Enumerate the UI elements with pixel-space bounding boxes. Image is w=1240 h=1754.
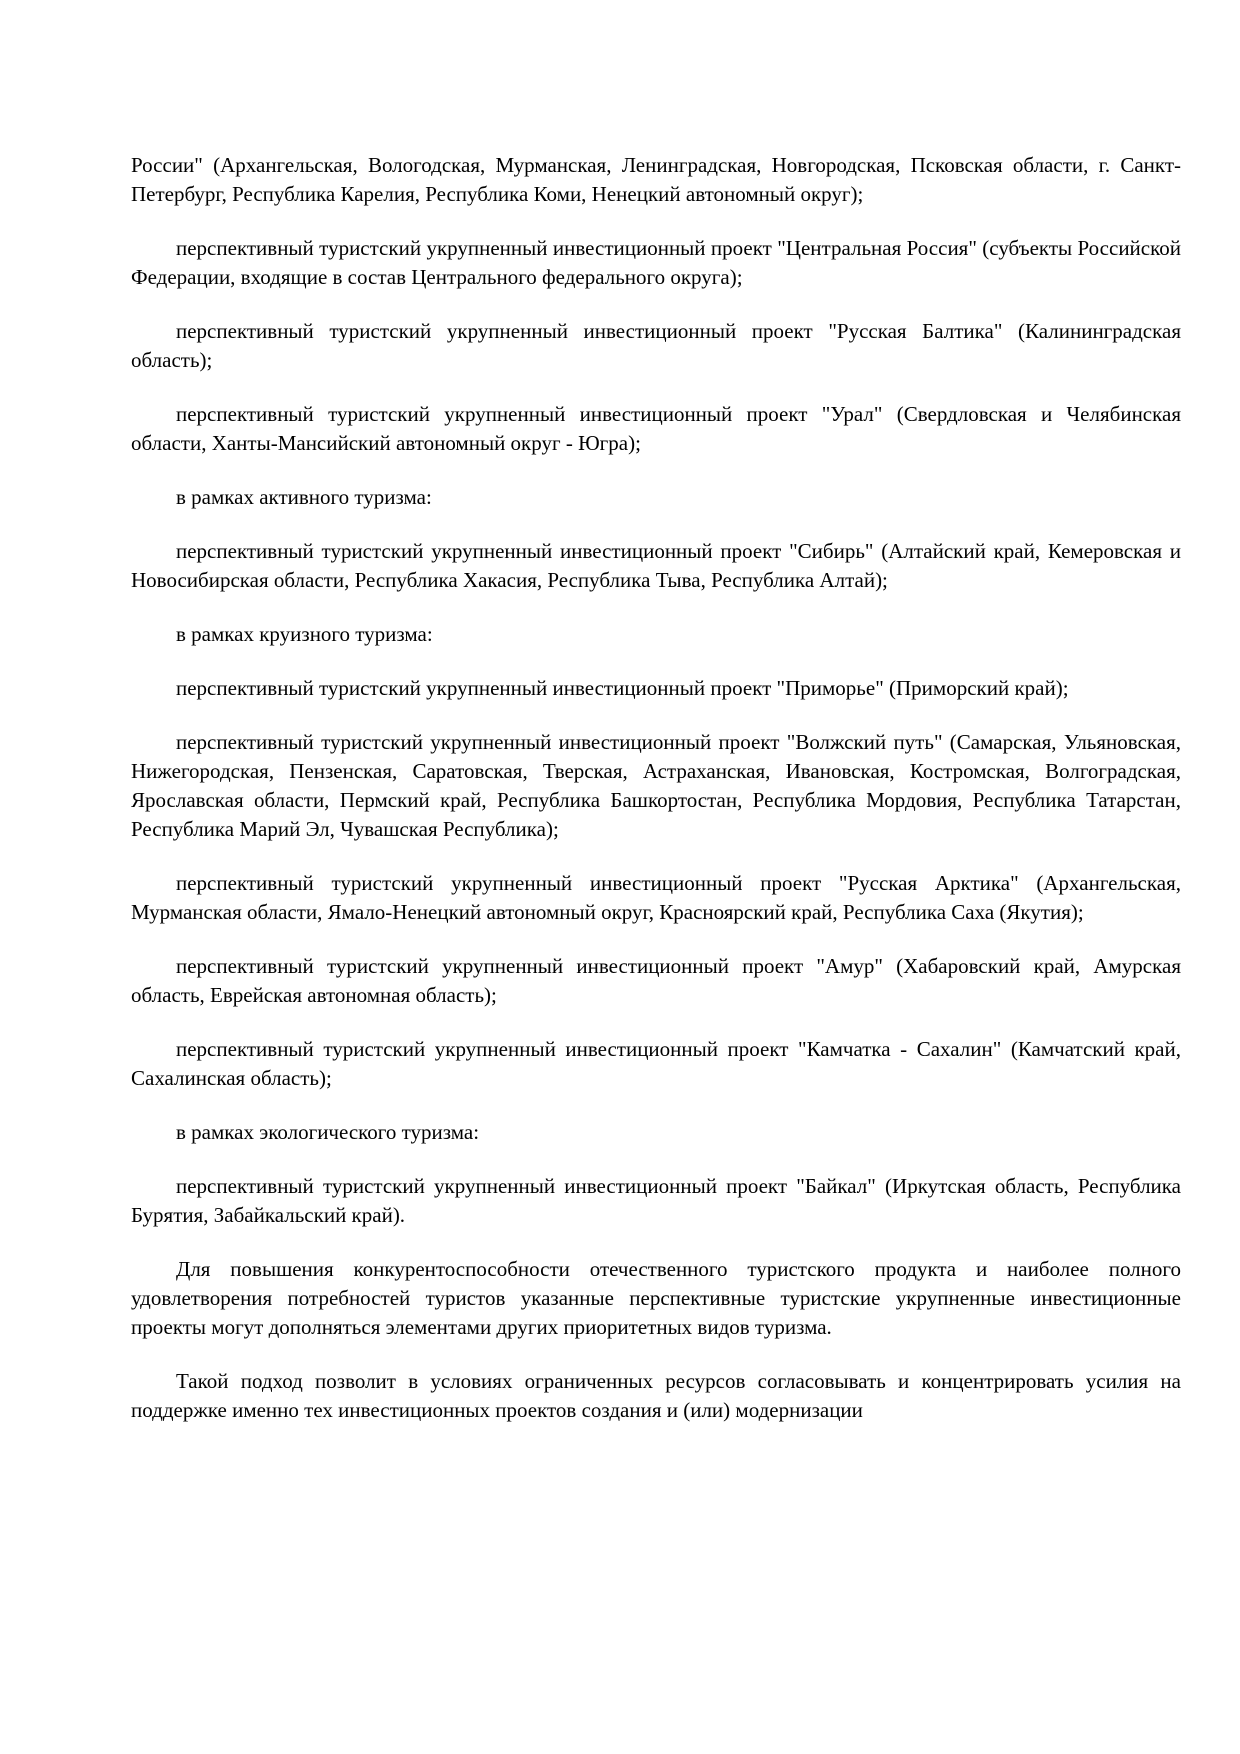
paragraph: перспективный туристский укрупненный инвестиционный проект "Волжский путь" (Самарская, Ульяновская, Нижегородская, Пензенская, Саратовская, Тверская, Астраханская, Ивановская, Костромская, Волгоградская, Ярославская области, Пермский край, Республика Башкортостан, Республика Мордовия, Республика Татарстан, Республика Марий Эл, Чувашская Республика); [131,730,1181,841]
paragraph: Такой подход позволит в условиях ограниченных ресурсов согласовывать и концентрировать усилия на поддержке именно тех инвестиционных проектов создания и (или) модернизации [131,1369,1181,1422]
paragraph: перспективный туристский укрупненный инвестиционный проект "Центральная Россия" (субъекты Российской Федерации, входящие в состав Центрального федерального округа); [131,236,1181,289]
document-page [131,151,1181,1450]
paragraph: России" (Архангельская, Вологодская, Мурманская, Ленинградская, Новгородская, Псковская области, г. Санкт-Петербург, Республика Карелия, Республика Коми, Ненецкий автономный округ); [131,153,1181,206]
paragraph: перспективный туристский укрупненный инвестиционный проект "Камчатка - Сахалин" (Камчатский край, Сахалинская область); [131,1037,1181,1090]
paragraph: перспективный туристский укрупненный инвестиционный проект "Русская Арктика" (Архангельская, Мурманская области, Ямало-Ненецкий автономный округ, Красноярский край, Республика Саха (Якутия); [131,871,1181,924]
section-heading: в рамках круизного туризма: [176,622,433,646]
section-heading: в рамках экологического туризма: [176,1120,480,1144]
paragraph: перспективный туристский укрупненный инвестиционный проект "Сибирь" (Алтайский край, Кемеровская и Новосибирская области, Республика Хакасия, Республика Тыва, Республика Алтай); [131,539,1181,592]
paragraph: перспективный туристский укрупненный инвестиционный проект "Амур" (Хабаровский край, Амурская область, Еврейская автономная область); [131,954,1181,1007]
paragraph: Для повышения конкурентоспособности отечественного туристского продукта и наиболее полного удовлетворения потребностей туристов указанные перспективные туристские укрупненные инвестиционные проекты могут дополняться элементами других приоритетных видов туризма. [131,1257,1181,1339]
paragraph: перспективный туристский укрупненный инвестиционный проект "Приморье" (Приморский край); [176,676,1069,700]
paragraph: перспективный туристский укрупненный инвестиционный проект "Урал" (Свердловская и Челябинская области, Ханты-Мансийский автономный округ - Югра); [131,402,1181,455]
paragraph: перспективный туристский укрупненный инвестиционный проект "Русская Балтика" (Калининградская область); [131,319,1181,372]
paragraph: перспективный туристский укрупненный инвестиционный проект "Байкал" (Иркутская область, Республика Бурятия, Забайкальский край). [131,1174,1181,1227]
section-heading: в рамках активного туризма: [176,485,432,509]
